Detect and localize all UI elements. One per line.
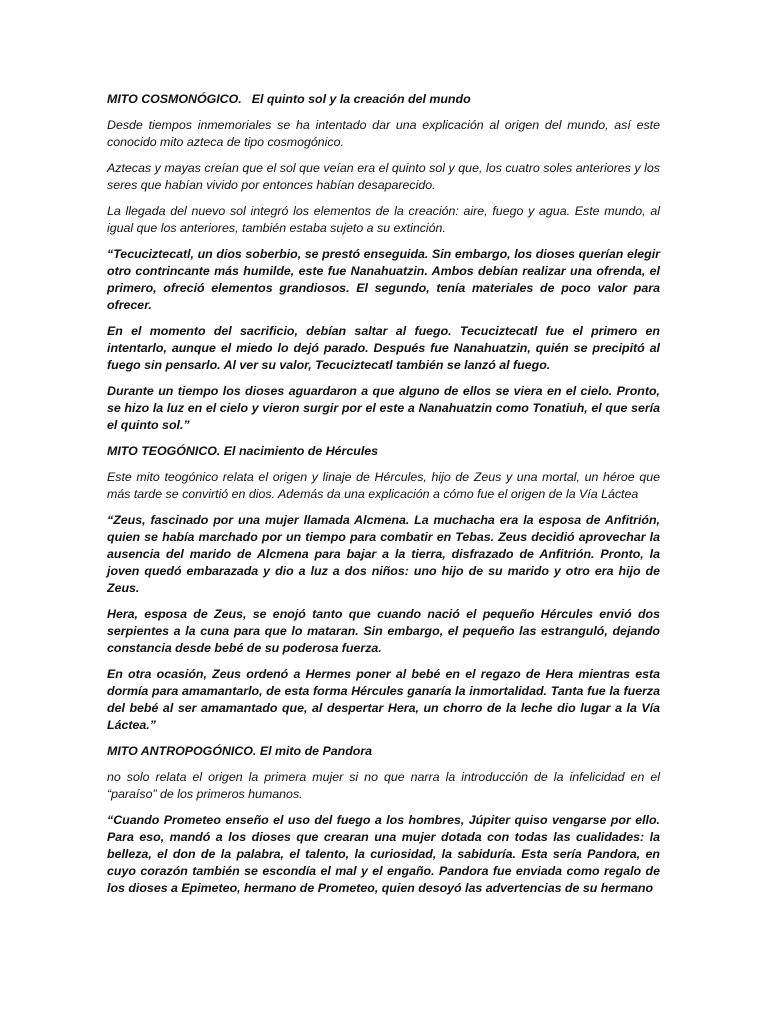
paragraph: Este mito teogónico relata el origen y linaje de Hércules, hijo de Zeus y una mortal, un héroe que más tarde se convirtió en dios. Además da una explicación a cómo fue el origen de la Vía Láctea: [107, 470, 660, 501]
quote-paragraph: Durante un tiempo los dioses aguardaron a que alguno de ellos se viera en el cielo. Pronto, se hizo la luz en el cielo y vieron surgir por el este a Nanahuatzin como Tonatiuh, el que sería el quinto sol.”: [107, 384, 660, 432]
quote-paragraph: Hera, esposa de Zeus, se enojó tanto que cuando nació el pequeño Hércules envió dos serpientes a la cuna para que lo mataran. Sin embargo, el pequeño las estranguló, dejando constancia desde bebé de su poderosa fuerza.: [107, 607, 660, 655]
quote-paragraph: En el momento del sacrificio, debían saltar al fuego. Tecuciztecatl fue el primero en intentarlo, aunque el miedo lo dejó parado. Después fue Nanahuatzin, quién se precipitó al fuego sin pensarlo. Al ver su valor, Tecuciztecatl también se lanzó al fuego.: [107, 324, 660, 372]
quote-paragraph: “Cuando Prometeo enseño el uso del fuego a los hombres, Júpiter quiso vengarse por ello. Para eso, mandó a los dioses que crearan una mujer dotada con todas las cualidades: la belleza, el don de la palabra, el talento, la curiosidad, la sabiduría. Esta sería Pandora, en cuyo corazón también se escondía el mal y el engaño. Pandora fue enviada como regalo de los dioses a Epimeteo, hermano de Prometeo, quien desoyó las advertencias de su hermano: [107, 813, 660, 895]
section-heading-teogonico: MITO TEOGÓNICO. El nacimiento de Hércules: [107, 444, 379, 458]
quote-paragraph: En otra ocasión, Zeus ordenó a Hermes poner al bebé en el regazo de Hera mientras esta dormía para amamantarlo, de esta forma Hércules ganaría la inmortalidad. Tanta fue la fuerza del bebé al ser amamantado que, al despertar Hera, un chorro de la leche dio lugar a la Vía Láctea.”: [107, 667, 660, 732]
paragraph: La llegada del nuevo sol integró los elementos de la creación: aire, fuego y agua. Este mundo, al igual que los anteriores, también estaba sujeto a su extinción.: [107, 204, 660, 235]
quote-paragraph: “Tecuciztecatl, un dios soberbio, se prestó enseguida. Sin embargo, los dioses querían elegir otro contrincante más humilde, este fue Nanahuatzin. Ambos debían realizar una ofrenda, el primero, ofreció elementos grandiosos. El segundo, tenía materiales de poco valor para ofrecer.: [107, 247, 660, 312]
section-heading-subtitle: El quinto sol y la creación del mundo: [251, 92, 471, 106]
section-heading-cosmogonico: [107, 91, 660, 108]
paragraph: no solo relata el origen la primera mujer si no que narra la introducción de la infelicidad en el “paraíso” de los primeros humanos.: [107, 770, 660, 801]
section-heading-title: MITO COSMONÓGICO.: [107, 92, 242, 106]
paragraph: Aztecas y mayas creían que el sol que veían era el quinto sol y que, los cuatro soles anteriores y los seres que habían vivido por entonces habían desaparecido.: [107, 161, 660, 192]
section-heading-antropogonico: MITO ANTROPOGÓNICO. El mito de Pandora: [107, 744, 373, 758]
paragraph: Desde tiempos inmemoriales se ha intentado dar una explicación al origen del mundo, así este conocido mito azteca de tipo cosmogónico.: [107, 118, 660, 149]
document-page: [107, 91, 660, 906]
quote-paragraph: “Zeus, fascinado por una mujer llamada Alcmena. La muchacha era la esposa de Anfitrión, quien se había marchado por un tiempo para combatir en Tebas. Zeus decidió aprovechar la ausencia del marido de Alcmena para bajar a la tierra, disfrazado de Anfitrión. Pronto, la joven quedó embarazada y dio a luz a dos niños: uno hijo de su marido y otro era hijo de Zeus.: [107, 513, 660, 595]
